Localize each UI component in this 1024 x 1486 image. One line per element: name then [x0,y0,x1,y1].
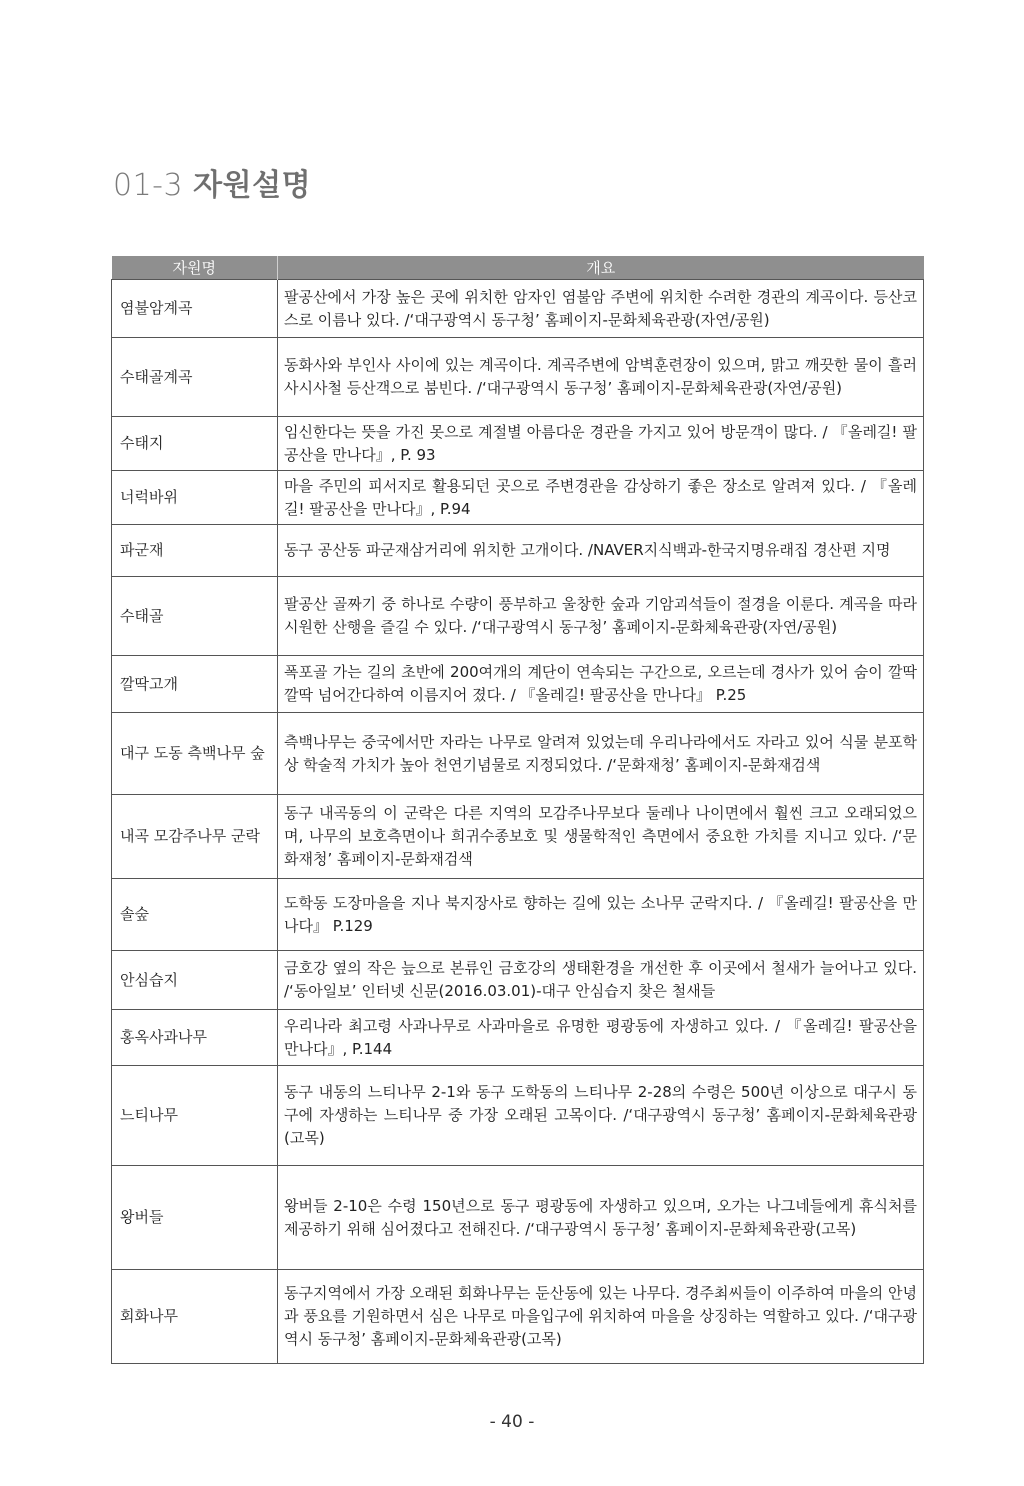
resource-name: 내곡 모감주나무 군락 [112,795,278,879]
table-row [112,1270,924,1364]
resource-description: 동구 내곡동의 이 군락은 다른 지역의 모감주나무보다 둘레나 나이면에서 훨씬 크고 오래되었으며, 나무의 보호측면이나 희귀수종보호 및 생물학적인 측면에서 중요한 가치를 지니고 있다. /‘문화재청’ 홈페이지-문화재검색 [278,795,924,879]
section-title [113,160,311,204]
resource-description: 팔공산 골짜기 중 하나로 수량이 풍부하고 울창한 숲과 기암괴석들이 절경을 이룬다. 계곡을 따라 시원한 산행을 즐길 수 있다. /‘대구광역시 동구청’ 홈페이지-문화체육관광(자연/공원) [278,577,924,656]
resource-description: 폭포골 가는 길의 초반에 200여개의 계단이 연속되는 구간으로, 오르는데 경사가 있어 숨이 깔딱깔딱 넘어간다하여 이름지어 졌다. / 『올레길! 팔공산을 만나다』 P.25 [278,656,924,713]
resource-description: 왕버들 2-10은 수령 150년으로 동구 평광동에 자생하고 있으며, 오가는 나그네들에게 휴식처를 제공하기 위해 심어졌다고 전해진다. /‘대구광역시 동구청’ 홈페이지-문화체육관광(고목) [278,1166,924,1270]
table-row [112,1010,924,1066]
resource-description: 우리나라 최고령 사과나무로 사과마을로 유명한 평광동에 자생하고 있다. / 『올레길! 팔공산을 만나다』, P.144 [278,1010,924,1066]
resource-description: 팔공산에서 가장 높은 곳에 위치한 암자인 염불암 주변에 위치한 수려한 경관의 계곡이다. 등산코스로 이름나 있다. /‘대구광역시 동구청’ 홈페이지-문화체육관광(자연/공원) [278,280,924,338]
section-name: 자원설명 [193,168,312,203]
resource-name: 수태지 [112,417,278,471]
resource-name: 수태골 [112,577,278,656]
resource-name: 느티나무 [112,1066,278,1166]
resource-name: 파군재 [112,525,278,577]
resource-description: 동구 공산동 파군재삼거리에 위치한 고개이다. /NAVER지식백과-한국지명유래집 경산편 지명 [278,525,924,577]
resource-name: 안심습지 [112,951,278,1010]
resource-name: 수태골계곡 [112,338,278,417]
resource-name: 홍옥사과나무 [112,1010,278,1066]
table-row [112,879,924,951]
resource-name: 염불암계곡 [112,280,278,338]
table-row [112,795,924,879]
section-number: 01-3 [113,168,184,203]
resource-name: 깔딱고개 [112,656,278,713]
table-row [112,713,924,795]
resource-table [111,256,924,1364]
resource-description: 도학동 도장마을을 지나 북지장사로 향하는 길에 있는 소나무 군락지다. / 『올레길! 팔공산을 만나다』 P.129 [278,879,924,951]
table-row [112,577,924,656]
header-resource-name: 자원명 [112,256,278,280]
table-row [112,1066,924,1166]
resource-name: 대구 도동 측백나무 숲 [112,713,278,795]
page-number: - 40 - [489,1412,535,1432]
header-overview: 개요 [278,256,924,280]
resource-description: 동구 내동의 느티나무 2-1와 동구 도학동의 느티나무 2-28의 수령은 500년 이상으로 대구시 동구에 자생하는 느티나무 중 가장 오래된 고목이다. /‘대구광역시 동구청’ 홈페이지-문화체육관광(고목) [278,1066,924,1166]
table-row [112,525,924,577]
table-row [112,656,924,713]
resource-description: 동구지역에서 가장 오래된 회화나무는 둔산동에 있는 나무다. 경주최씨들이 이주하여 마을의 안녕과 풍요를 기원하면서 심은 나무로 마을입구에 위치하여 마을을 상징하는 역할하고 있다. /‘대구광역시 동구청’ 홈페이지-문화체육관광(고목) [278,1270,924,1364]
resource-description: 동화사와 부인사 사이에 있는 계곡이다. 계곡주변에 암벽훈련장이 있으며, 맑고 깨끗한 물이 흘러 사시사철 등산객으로 붐빈다. /‘대구광역시 동구청’ 홈페이지-문화체육관광(자연/공원) [278,338,924,417]
resource-name: 왕버들 [112,1166,278,1270]
table-row [112,417,924,471]
resource-name: 너럭바위 [112,471,278,525]
table-row [112,951,924,1010]
resource-description: 마을 주민의 피서지로 활용되던 곳으로 주변경관을 감상하기 좋은 장소로 알려져 있다. / 『올레길! 팔공산을 만나다』, P.94 [278,471,924,525]
resource-name: 회화나무 [112,1270,278,1364]
table-row [112,338,924,417]
resource-description: 금호강 옆의 작은 늪으로 본류인 금호강의 생태환경을 개선한 후 이곳에서 철새가 늘어나고 있다. /‘동아일보’ 인터넷 신문(2016.03.01)-대구 안심습지 찾은 철새들 [278,951,924,1010]
table-header-row [112,256,924,280]
table-row [112,1166,924,1270]
resource-description: 측백나무는 중국에서만 자라는 나무로 알려져 있었는데 우리나라에서도 자라고 있어 식물 분포학상 학술적 가치가 높아 천연기념물로 지정되었다. /‘문화재청’ 홈페이지-문화재검색 [278,713,924,795]
table-row [112,280,924,338]
resource-name: 솔숲 [112,879,278,951]
table-row [112,471,924,525]
resource-description: 임신한다는 뜻을 가진 못으로 계절별 아름다운 경관을 가지고 있어 방문객이 많다. / 『올레길! 팔공산을 만나다』, P. 93 [278,417,924,471]
